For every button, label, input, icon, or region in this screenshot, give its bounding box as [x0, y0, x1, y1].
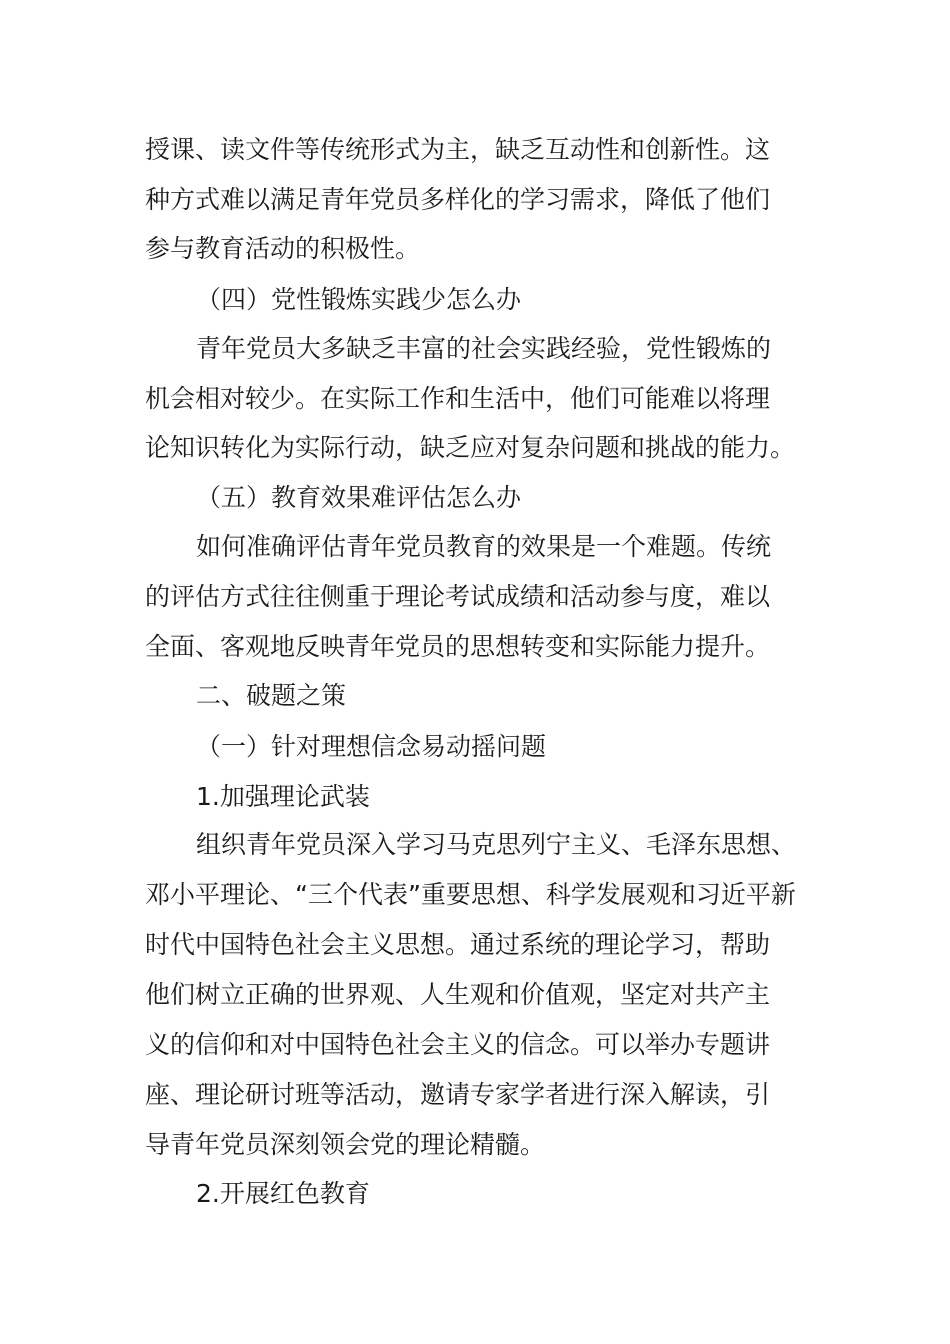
- text-line: 的评估方式往往侧重于理论考试成绩和活动参与度，难以: [145, 582, 771, 611]
- paragraph-start-line: 如何准确评估青年党员教育的效果是一个难题。传统: [196, 532, 772, 561]
- text-line: 参与教育活动的积极性。: [145, 234, 421, 263]
- text-line: 授课、读文件等传统形式为主，缺乏互动性和创新性。这: [145, 135, 771, 164]
- subheading-line: （一）针对理想信念易动摇问题: [196, 732, 547, 761]
- paragraph-start-line: 青年党员大多缺乏丰富的社会实践经验，党性锻炼的: [196, 334, 772, 363]
- heading-line: 1.加强理论武装: [196, 782, 370, 811]
- subheading-line: （四）党性锻炼实践少怎么办: [196, 285, 522, 314]
- subheading-line: （五）教育效果难评估怎么办: [196, 483, 522, 512]
- text-line: 机会相对较少。在实际工作和生活中，他们可能难以将理: [145, 384, 771, 413]
- text-line: 导青年党员深刻领会党的理论精髓。: [145, 1130, 546, 1159]
- heading-line: 2.开展红色教育: [196, 1179, 370, 1208]
- text-line: 种方式难以满足青年党员多样化的学习需求，降低了他们: [145, 185, 771, 214]
- text-line: 时代中国特色社会主义思想。通过系统的理论学习，帮助: [145, 930, 771, 959]
- text-line: 座、理论研讨班等活动，邀请专家学者进行深入解读，引: [145, 1080, 771, 1109]
- heading-line: 二、破题之策: [196, 681, 347, 710]
- text-line: 义的信仰和对中国特色社会主义的信念。可以举办专题讲: [145, 1030, 771, 1059]
- text-line: 论知识转化为实际行动，缺乏应对复杂问题和挑战的能力。: [145, 433, 796, 462]
- text-line: 邓小平理论、“三个代表”重要思想、科学发展观和习近平新: [145, 880, 796, 909]
- text-line: 全面、客观地反映青年党员的思想转变和实际能力提升。: [145, 632, 771, 661]
- paragraph-start-line: 组织青年党员深入学习马克思列宁主义、毛泽东思想、: [196, 830, 797, 859]
- text-line: 他们树立正确的世界观、人生观和价值观，坚定对共产主: [145, 980, 771, 1009]
